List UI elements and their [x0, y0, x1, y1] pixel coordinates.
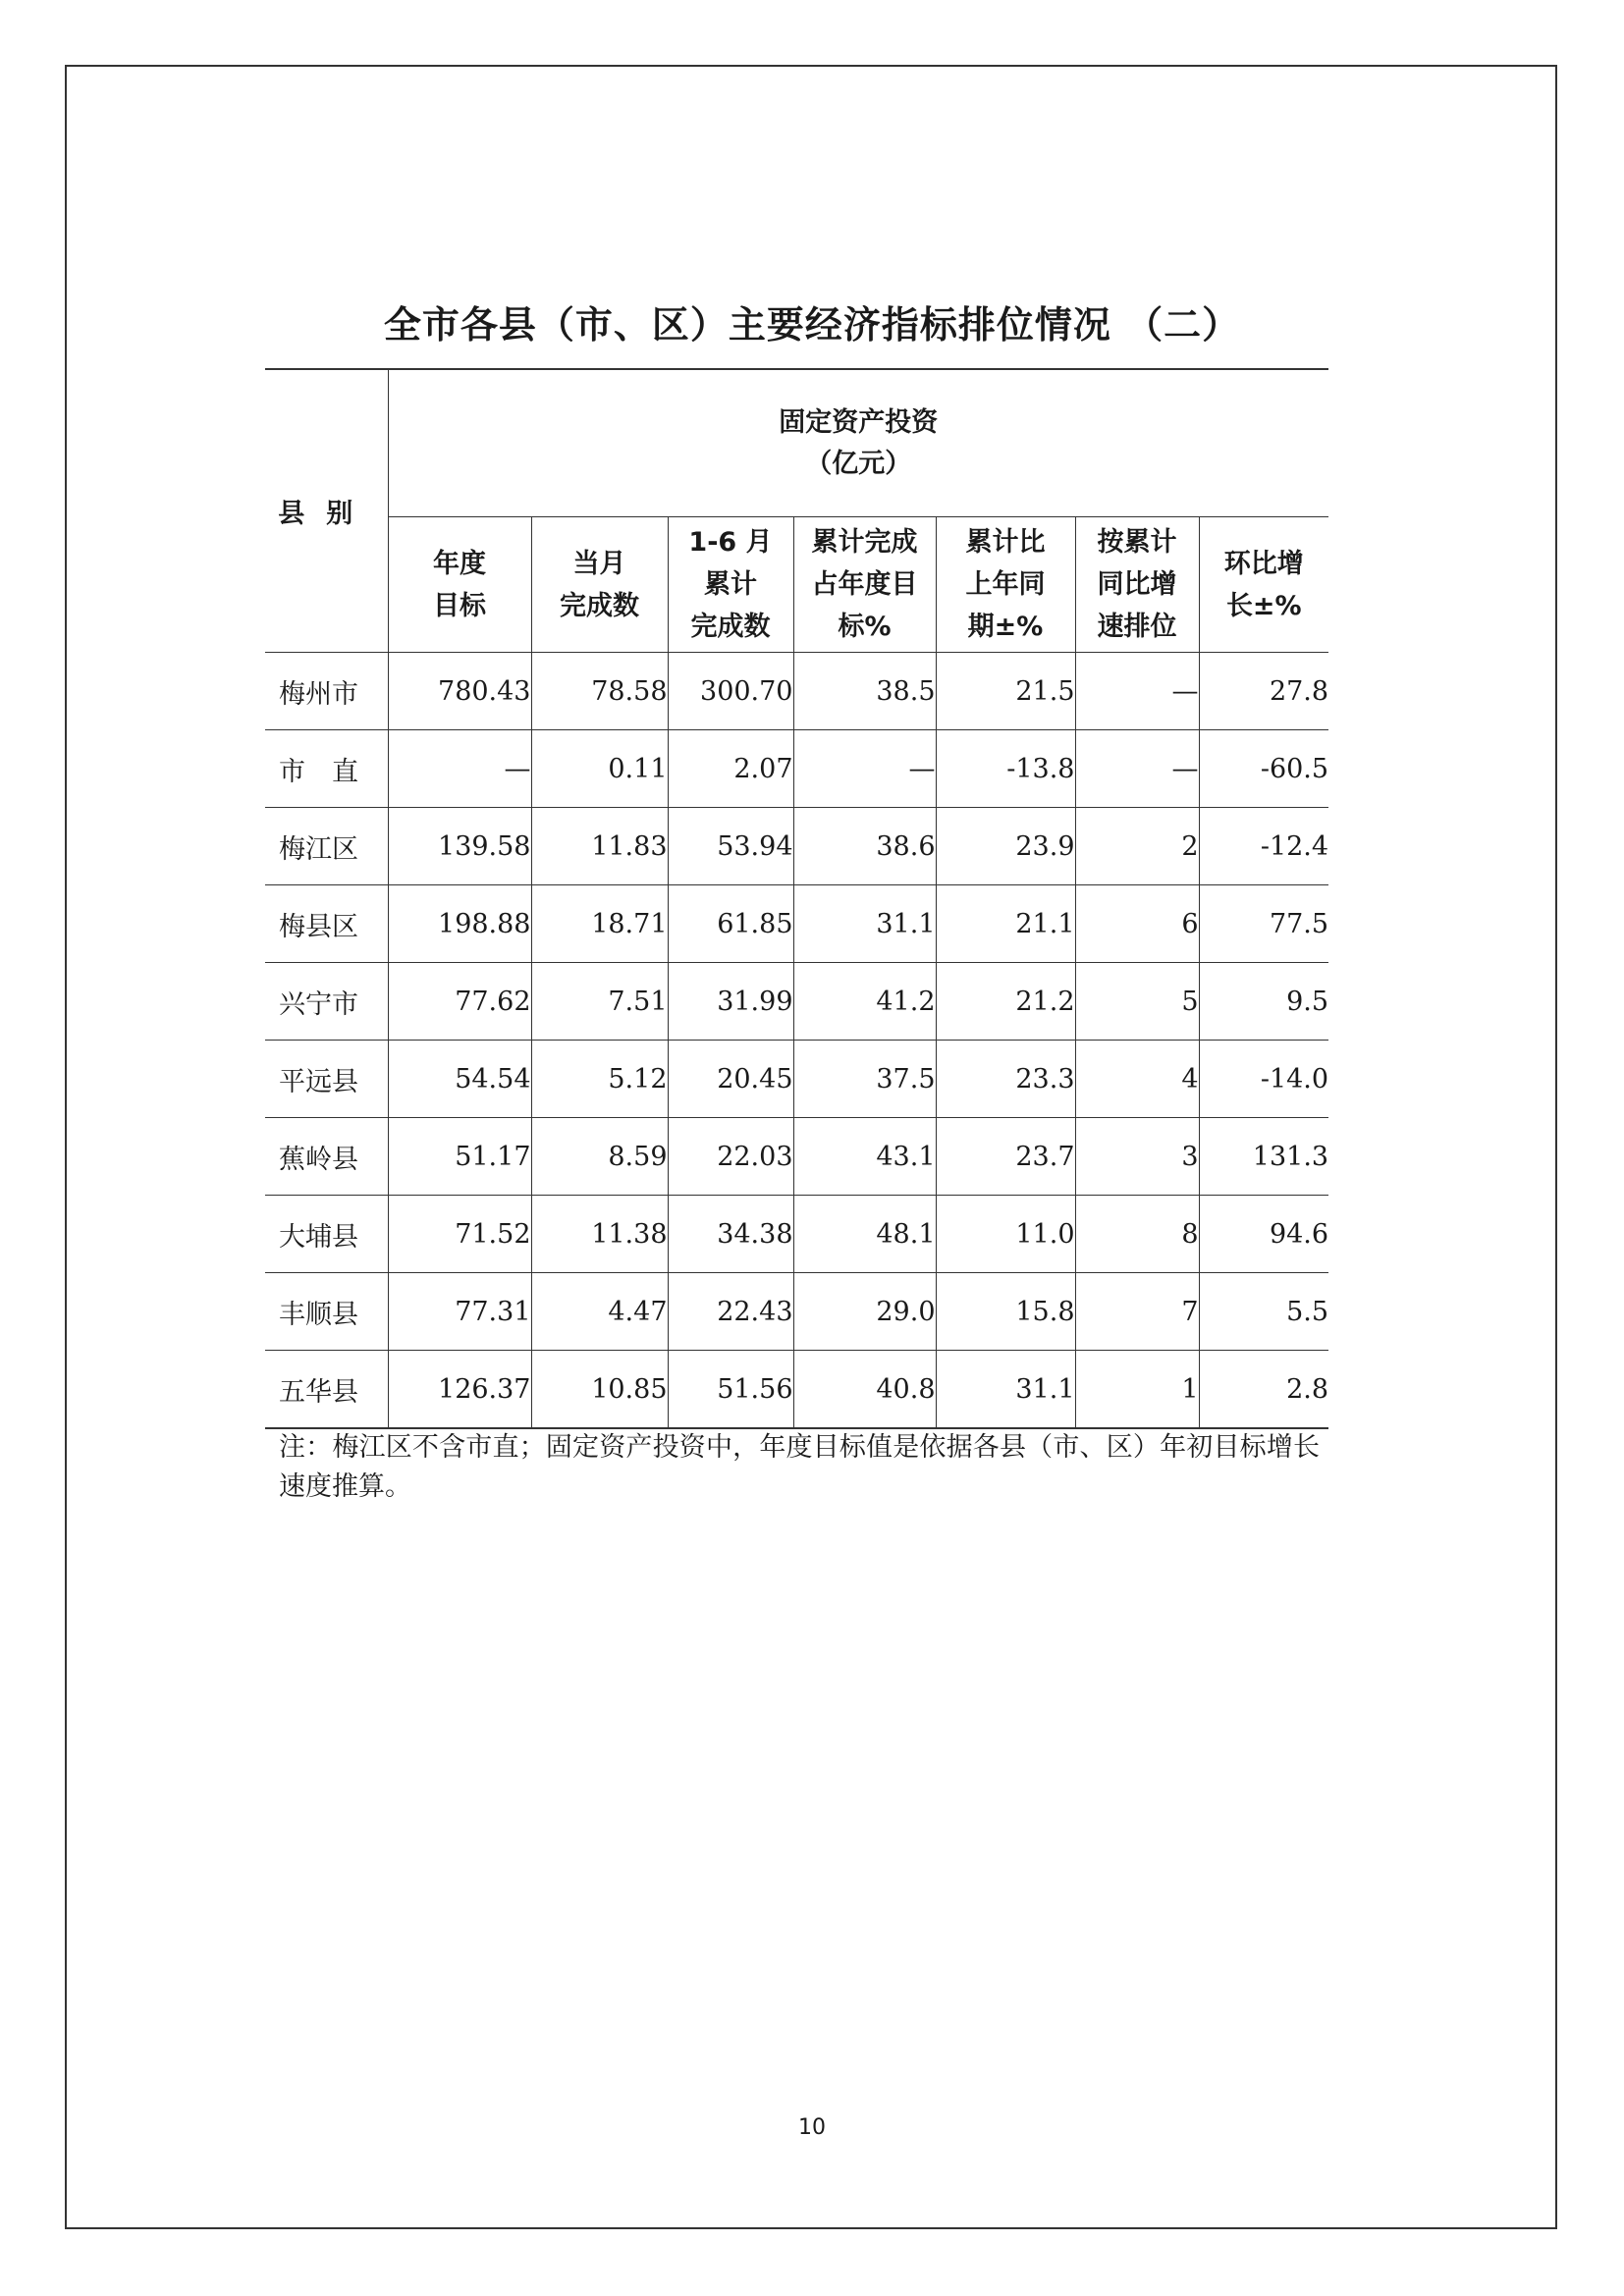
table-row	[265, 963, 1328, 1041]
value-cell: 780.43	[388, 653, 531, 730]
value-cell: 300.70	[668, 653, 793, 730]
value-cell: 15.8	[936, 1273, 1075, 1351]
value-cell: 78.58	[531, 653, 668, 730]
page-number: 10	[798, 2115, 826, 2140]
region-cell: 梅江区	[265, 808, 388, 885]
indicator-table	[265, 368, 1328, 1429]
value-cell: 2.8	[1199, 1351, 1328, 1429]
value-cell: -14.0	[1199, 1041, 1328, 1118]
table-row	[265, 653, 1328, 730]
value-cell: 53.94	[668, 808, 793, 885]
value-cell: 5.12	[531, 1041, 668, 1118]
value-cell: 41.2	[793, 963, 936, 1041]
value-cell: 9.5	[1199, 963, 1328, 1041]
value-cell: 2	[1075, 808, 1199, 885]
table-row	[265, 1273, 1328, 1351]
value-cell: 22.03	[668, 1118, 793, 1196]
value-cell: 54.54	[388, 1041, 531, 1118]
value-cell: 31.1	[793, 885, 936, 963]
value-cell: 23.3	[936, 1041, 1075, 1118]
value-cell: 61.85	[668, 885, 793, 963]
value-cell: 6	[1075, 885, 1199, 963]
group-header-unit: （亿元）	[805, 448, 912, 479]
value-cell: 5.5	[1199, 1273, 1328, 1351]
column-header-row	[265, 517, 1328, 653]
table-row	[265, 730, 1328, 808]
value-cell: 29.0	[793, 1273, 936, 1351]
value-cell: 5	[1075, 963, 1199, 1041]
value-cell: 31.99	[668, 963, 793, 1041]
value-cell: 71.52	[388, 1196, 531, 1273]
value-cell: 131.3	[1199, 1118, 1328, 1196]
value-cell: 11.0	[936, 1196, 1075, 1273]
table-row	[265, 885, 1328, 963]
value-cell: 77.31	[388, 1273, 531, 1351]
value-cell: -12.4	[1199, 808, 1328, 885]
value-cell: 21.5	[936, 653, 1075, 730]
value-cell: 4	[1075, 1041, 1199, 1118]
table-row	[265, 1041, 1328, 1118]
value-cell: —	[388, 730, 531, 808]
value-cell: 23.9	[936, 808, 1075, 885]
value-cell: —	[1075, 730, 1199, 808]
table-row	[265, 1118, 1328, 1196]
value-cell: 10.85	[531, 1351, 668, 1429]
value-cell: 37.5	[793, 1041, 936, 1118]
value-cell: 8	[1075, 1196, 1199, 1273]
value-cell: 51.56	[668, 1351, 793, 1429]
value-cell: 38.5	[793, 653, 936, 730]
value-cell: 77.5	[1199, 885, 1328, 963]
value-cell: —	[793, 730, 936, 808]
region-cell: 梅州市	[265, 653, 388, 730]
region-cell: 五华县	[265, 1351, 388, 1429]
value-cell: -13.8	[936, 730, 1075, 808]
value-cell: 7.51	[531, 963, 668, 1041]
column-header: 累计比 上年同 期±%	[936, 517, 1075, 653]
table-body	[265, 653, 1328, 1429]
value-cell: 27.8	[1199, 653, 1328, 730]
table-note: 注：梅江区不含市直；固定资产投资中，年度目标值是依据各县（市、区）年初目标增长速度推算。	[279, 1432, 1320, 1502]
value-cell: -60.5	[1199, 730, 1328, 808]
value-cell: 0.11	[531, 730, 668, 808]
region-cell: 蕉岭县	[265, 1118, 388, 1196]
page-title: 全市各县（市、区）主要经济指标排位情况 （二）	[383, 303, 1241, 347]
value-cell: 21.1	[936, 885, 1075, 963]
region-cell: 丰顺县	[265, 1273, 388, 1351]
column-header: 1-6 月 累计 完成数	[668, 517, 793, 653]
table-row	[265, 808, 1328, 885]
column-header: 当月 完成数	[531, 517, 668, 653]
value-cell: 22.43	[668, 1273, 793, 1351]
value-cell: 51.17	[388, 1118, 531, 1196]
column-header: 按累计 同比增 速排位	[1075, 517, 1199, 653]
region-column-header: 县别	[265, 369, 388, 653]
region-cell: 平远县	[265, 1041, 388, 1118]
column-header: 年度 目标	[388, 517, 531, 653]
table-header	[265, 369, 1328, 653]
value-cell: 11.38	[531, 1196, 668, 1273]
value-cell: 31.1	[936, 1351, 1075, 1429]
table-row	[265, 1196, 1328, 1273]
column-header: 环比增 长±%	[1199, 517, 1328, 653]
value-cell: 126.37	[388, 1351, 531, 1429]
value-cell: 7	[1075, 1273, 1199, 1351]
value-cell: 43.1	[793, 1118, 936, 1196]
value-cell: —	[1075, 653, 1199, 730]
value-cell: 2.07	[668, 730, 793, 808]
value-cell: 8.59	[531, 1118, 668, 1196]
group-header-title: 固定资产投资	[779, 406, 939, 438]
value-cell: 3	[1075, 1118, 1199, 1196]
value-cell: 18.71	[531, 885, 668, 963]
column-header: 累计完成 占年度目 标%	[793, 517, 936, 653]
region-cell: 市 直	[265, 730, 388, 808]
value-cell: 1	[1075, 1351, 1199, 1429]
region-cell: 大埔县	[265, 1196, 388, 1273]
value-cell: 38.6	[793, 808, 936, 885]
value-cell: 20.45	[668, 1041, 793, 1118]
value-cell: 4.47	[531, 1273, 668, 1351]
value-cell: 21.2	[936, 963, 1075, 1041]
value-cell: 48.1	[793, 1196, 936, 1273]
value-cell: 77.62	[388, 963, 531, 1041]
value-cell: 40.8	[793, 1351, 936, 1429]
value-cell: 139.58	[388, 808, 531, 885]
group-header	[388, 369, 1328, 517]
value-cell: 198.88	[388, 885, 531, 963]
region-cell: 兴宁市	[265, 963, 388, 1041]
value-cell: 34.38	[668, 1196, 793, 1273]
value-cell: 11.83	[531, 808, 668, 885]
value-cell: 23.7	[936, 1118, 1075, 1196]
value-cell: 94.6	[1199, 1196, 1328, 1273]
region-cell: 梅县区	[265, 885, 388, 963]
table-row	[265, 1351, 1328, 1429]
